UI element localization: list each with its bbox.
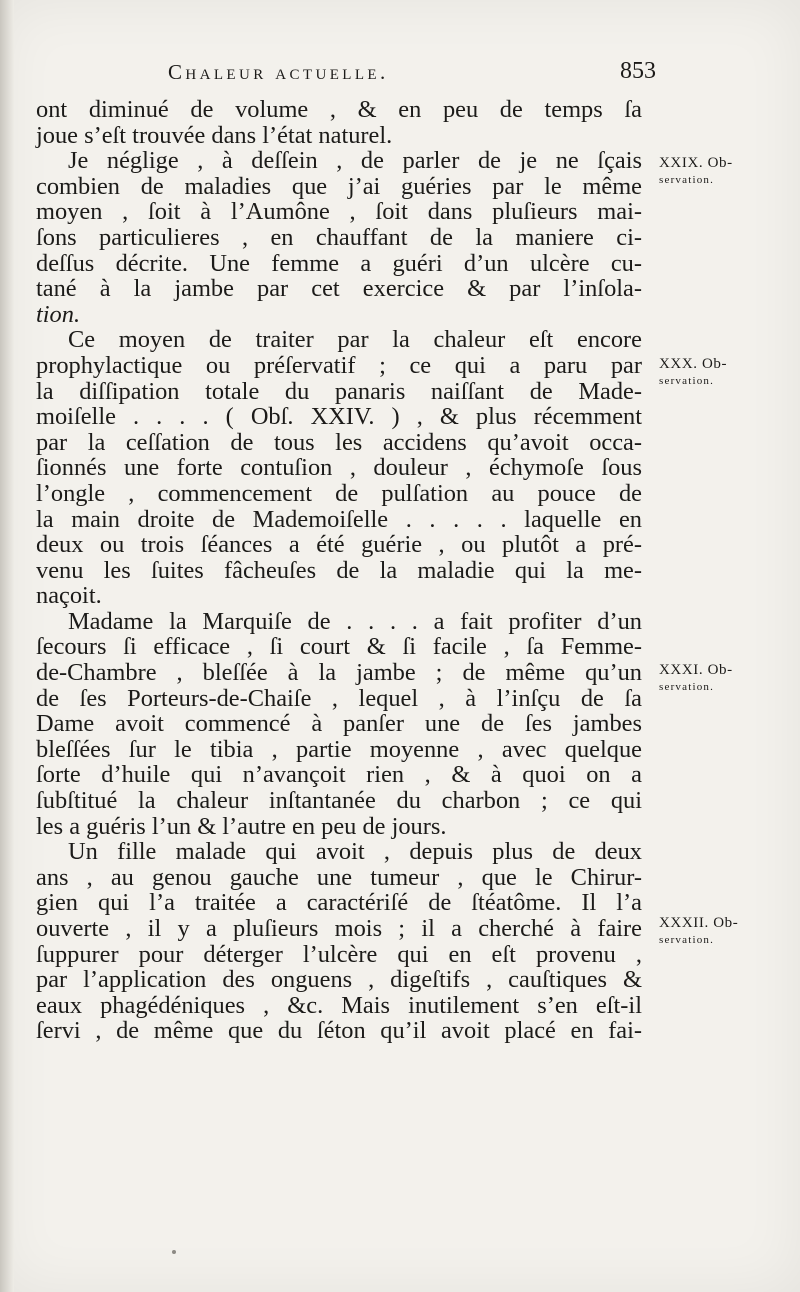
page-header xyxy=(168,56,656,88)
text-line: ſubſtitué la chaleur inſtantanée du charbon ; ce qui xyxy=(36,787,642,815)
margin-note-continuation: servation. xyxy=(659,934,715,946)
text-line: venu les ſuites fâcheuſes de la maladie qui la me- xyxy=(36,556,642,584)
paragraph-start-line: Ce moyen de traiter par la chaleur eſt encore xyxy=(68,326,642,354)
paragraph-start-line: Je néglige , à deſſein , de parler de je ne ſçais xyxy=(68,147,642,175)
text-line: ſons particulieres , en chauffant de la maniere ci- xyxy=(36,223,642,251)
paper-speck xyxy=(172,1250,176,1254)
text-line: gien qui l’a traitée a caractériſé de ſtéatôme. Il l’a xyxy=(36,889,642,917)
page-number: 853 xyxy=(620,58,656,84)
page-gutter-shadow xyxy=(0,0,14,1292)
text-line: joue s’eſt trouvée dans l’état naturel. xyxy=(36,121,393,149)
text-line: par l’application des onguens , digeſtifs , cauſtiques & xyxy=(36,966,642,994)
text-line: l’ongle , commencement de pulſation au pouce de xyxy=(36,479,642,507)
paragraph-start-line: Madame la Marquiſe de . . . . a fait profiter d’un xyxy=(68,607,642,635)
margin-note-number: XXXII. Ob- xyxy=(659,915,739,931)
text-line: ans , au genou gauche une tumeur , que le Chirur- xyxy=(36,863,642,891)
text-line: la main droite de Mademoiſelle . . . . . laquelle en xyxy=(36,505,642,533)
text-line: de-Chambre , bleſſée à la jambe ; de même qu’un xyxy=(36,659,642,687)
text-line: ſecours ſi efficace , ſi court & ſi facile , ſa Femme- xyxy=(36,633,642,661)
margin-note-continuation: servation. xyxy=(659,375,715,387)
text-line: tané à la jambe par cet exercice & par l’inſola- xyxy=(36,275,642,303)
text-line: bleſſées ſur le tibia , partie moyenne , avec quelque xyxy=(36,735,642,763)
running-title: Chaleur actuelle. xyxy=(168,60,389,84)
text-line: ſionnés une forte contuſion , douleur , échymoſe ſous xyxy=(36,454,642,482)
margin-note-observation-30 xyxy=(659,356,799,390)
margin-note-observation-29 xyxy=(659,155,799,189)
text-line: ouverte , il y a pluſieurs mois ; il a cherché à faire xyxy=(36,915,642,942)
text-line: moyen , ſoit à l’Aumône , ſoit dans pluſieurs mai- xyxy=(36,198,642,226)
paragraph-start-line: Un fille malade qui avoit , depuis plus de deux xyxy=(68,838,642,866)
margin-note-number: XXXI. Ob- xyxy=(659,662,733,678)
text-line: deſſus décrite. Une femme a guéri d’un ulcère cu- xyxy=(36,249,642,277)
text-line: ſuppurer pour déterger l’ulcère qui en eſt provenu , xyxy=(36,940,642,968)
margin-note-number: XXIX. Ob- xyxy=(659,155,733,171)
text-line: combien de maladies que j’ai guéries par le même xyxy=(36,172,642,200)
text-line: moiſelle . . . . ( Obſ. XXIV. ) , & plus récemment xyxy=(36,403,642,431)
text-line: eaux phagédéniques , &c. Mais inutilement s’en eſt-il xyxy=(36,991,642,1019)
margin-note-observation-31 xyxy=(659,662,799,696)
margin-note-continuation: servation. xyxy=(659,681,715,693)
margin-note-number: XXX. Ob- xyxy=(659,356,728,372)
text-line: deux ou trois ſéances a été guérie , ou plutôt a pré- xyxy=(36,531,642,559)
margin-note-observation-32 xyxy=(659,915,799,949)
text-line: par la ceſſation de tous les accidens qu’avoit occa- xyxy=(36,428,642,456)
text-line: la diſſipation totale du panaris naiſſant de Made- xyxy=(36,377,642,405)
text-line: ſervi , de même que du ſéton qu’il avoit placé en fai- xyxy=(36,1017,642,1045)
text-line: les a guéris l’un & l’autre en peu de jours. xyxy=(36,812,447,840)
text-line: ſorte d’huile qui n’avançoit rien , & à quoi on a xyxy=(36,761,642,789)
body-text xyxy=(36,97,642,1044)
text-line: de ſes Porteurs-de-Chaiſe , lequel , à l’inſçu de ſa xyxy=(36,684,642,712)
text-line: Dame avoit commencé à panſer une de ſes jambes xyxy=(36,710,642,738)
text-line: ont diminué de volume , & en peu de temps ſa xyxy=(36,96,642,123)
text-line: naçoit. xyxy=(36,582,102,610)
text-line: prophylactique ou préſervatif ; ce qui a paru par xyxy=(36,351,642,379)
margin-note-continuation: servation. xyxy=(659,174,715,186)
text-line: tion. xyxy=(36,300,81,328)
